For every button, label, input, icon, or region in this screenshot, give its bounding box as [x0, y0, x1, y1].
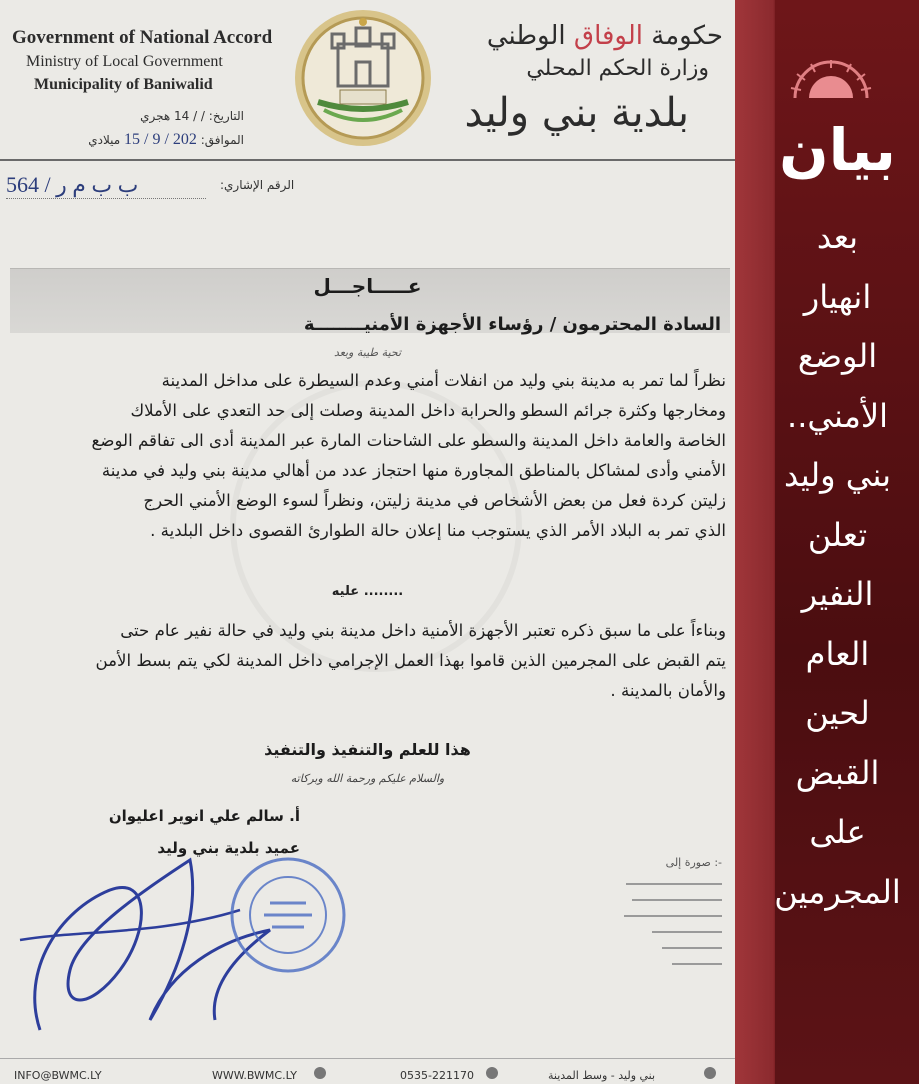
- statement-line: الأمني..: [787, 396, 888, 435]
- cc-entry: [632, 899, 722, 901]
- statement-line: العام: [805, 634, 870, 673]
- footer-address: بني وليد - وسط المدينة: [548, 1069, 656, 1082]
- statement-line: النفير: [801, 575, 874, 613]
- body-line: زليتن كردة فعل من بعض الأشخاص في مدينة زليتن، ونظراً لسوء الوضع الأمني الحرج: [143, 491, 726, 510]
- date-block: [14, 104, 244, 152]
- web-icon: [314, 1067, 326, 1079]
- ar-municipality-line: بلدية بني وليد: [464, 90, 689, 136]
- decision-line: وبناءاً على ما سبق ذكره تعتبر الأجهزة الأمنية داخل مدينة بني وليد في حالة نفير عام حتى: [120, 621, 726, 640]
- body-line: الأمني وأدى لمشاكل بالمناطق المجاورة منها احتجاز عدد من أهالي مدينة بني وليد في مدينة: [101, 461, 726, 480]
- signer-name: أ. سالم علي انوير اعليوان: [108, 807, 300, 825]
- footer-email: INFO@BWMC.LY: [14, 1069, 102, 1082]
- reference-row: [0, 172, 735, 200]
- gregorian-date: الموافق: 202 / 9 / 15 ميلادي: [88, 131, 244, 148]
- letter-decision: [12, 616, 726, 706]
- letterhead-english: [12, 26, 282, 96]
- cc-header: صورة إلى :-: [665, 856, 722, 869]
- statement-line: بني وليد: [783, 456, 892, 494]
- greeting: تحية طيبة وبعد: [333, 346, 402, 359]
- statement-line: بعد: [816, 218, 859, 256]
- statement-line: تعلن: [807, 515, 868, 554]
- therefore-line: عليه ........: [331, 584, 404, 599]
- footer-phone: 0535-221170: [400, 1069, 474, 1082]
- ar-ministry-line: وزارة الحكم المحلي: [526, 56, 709, 81]
- statement-line: انهيار: [803, 277, 872, 316]
- footer-website: WWW.BWMC.LY: [212, 1069, 297, 1082]
- decision-line: والأمان بالمدينة .: [610, 681, 726, 700]
- letter-footer: [0, 1058, 735, 1084]
- location-pin-icon: [704, 1067, 716, 1079]
- reference-number: ب ب م ر / 564: [6, 172, 206, 199]
- reference-label: الرقم الإشاري:: [220, 178, 295, 192]
- statement-line: القبض: [795, 753, 880, 792]
- statement-title: بيان: [779, 116, 896, 184]
- news-outlet-logo-icon: [785, 58, 877, 104]
- closing-line: هذا للعلم والتنفيذ والتنفيذ: [264, 740, 471, 759]
- en-government-line: Government of National Accord: [12, 27, 273, 48]
- ar-government-line: حكومة الوفاق الوطني: [486, 21, 723, 51]
- en-municipality-line: Municipality of Baniwalid: [34, 76, 213, 93]
- statement-line: الوضع: [797, 337, 878, 375]
- addressee-line: السادة المحترمون / رؤساء الأجهزة الأمنيــــــــة: [303, 314, 721, 335]
- header-divider: [0, 159, 735, 161]
- body-line: ومخارجها وكثرة جرائم السطو والحرابة داخل المدينة وصلت إلى حد التعدي على الأملاك: [130, 401, 726, 420]
- municipality-seal-icon: [288, 6, 438, 151]
- cc-entry: [652, 931, 722, 933]
- signer-title: عميد بلدية بني وليد: [157, 839, 300, 857]
- statement-line: المجرمين: [774, 872, 901, 911]
- statement-line: لحين: [805, 694, 870, 732]
- cc-entry: [626, 883, 722, 885]
- phone-icon: [486, 1067, 498, 1079]
- hijri-date: التاريخ: / / 14 هجري: [140, 109, 244, 123]
- copy-to-list: [612, 856, 722, 965]
- letterhead-arabic: [453, 18, 723, 142]
- en-ministry-line: Ministry of Local Government: [26, 53, 223, 70]
- body-line: الخاصة والعامة داخل المدينة والسطو على الشاحنات المارة عبر المدينة أدى الى تفاقم الوضع: [91, 431, 726, 450]
- cc-entry: [672, 963, 722, 965]
- official-stamp-icon: [228, 855, 348, 975]
- cc-entry: [662, 947, 722, 949]
- statement-line: على: [809, 813, 866, 851]
- urgent-heading: عـــــاجـــل: [313, 274, 422, 298]
- cc-entry: [624, 915, 722, 917]
- statement-text: [760, 208, 915, 922]
- letter-body: [12, 366, 726, 546]
- body-line: نظراً لما تمر به مدينة بني وليد من انفلات أمني وعدم السيطرة على مداخل المدينة: [161, 371, 726, 390]
- body-line: الذي تمر به البلاد الأمر الذي يستوجب منا إعلان حالة الطوارئ القصوى داخل البلدية .: [150, 521, 726, 540]
- decision-line: يتم القبض على المجرمين الذين قاموا بهذا العمل الإجرامي داخل المدينة لكي يتم بسط الأمن: [95, 651, 726, 670]
- salutation: والسلام عليكم ورحمة الله وبركاته: [290, 772, 445, 785]
